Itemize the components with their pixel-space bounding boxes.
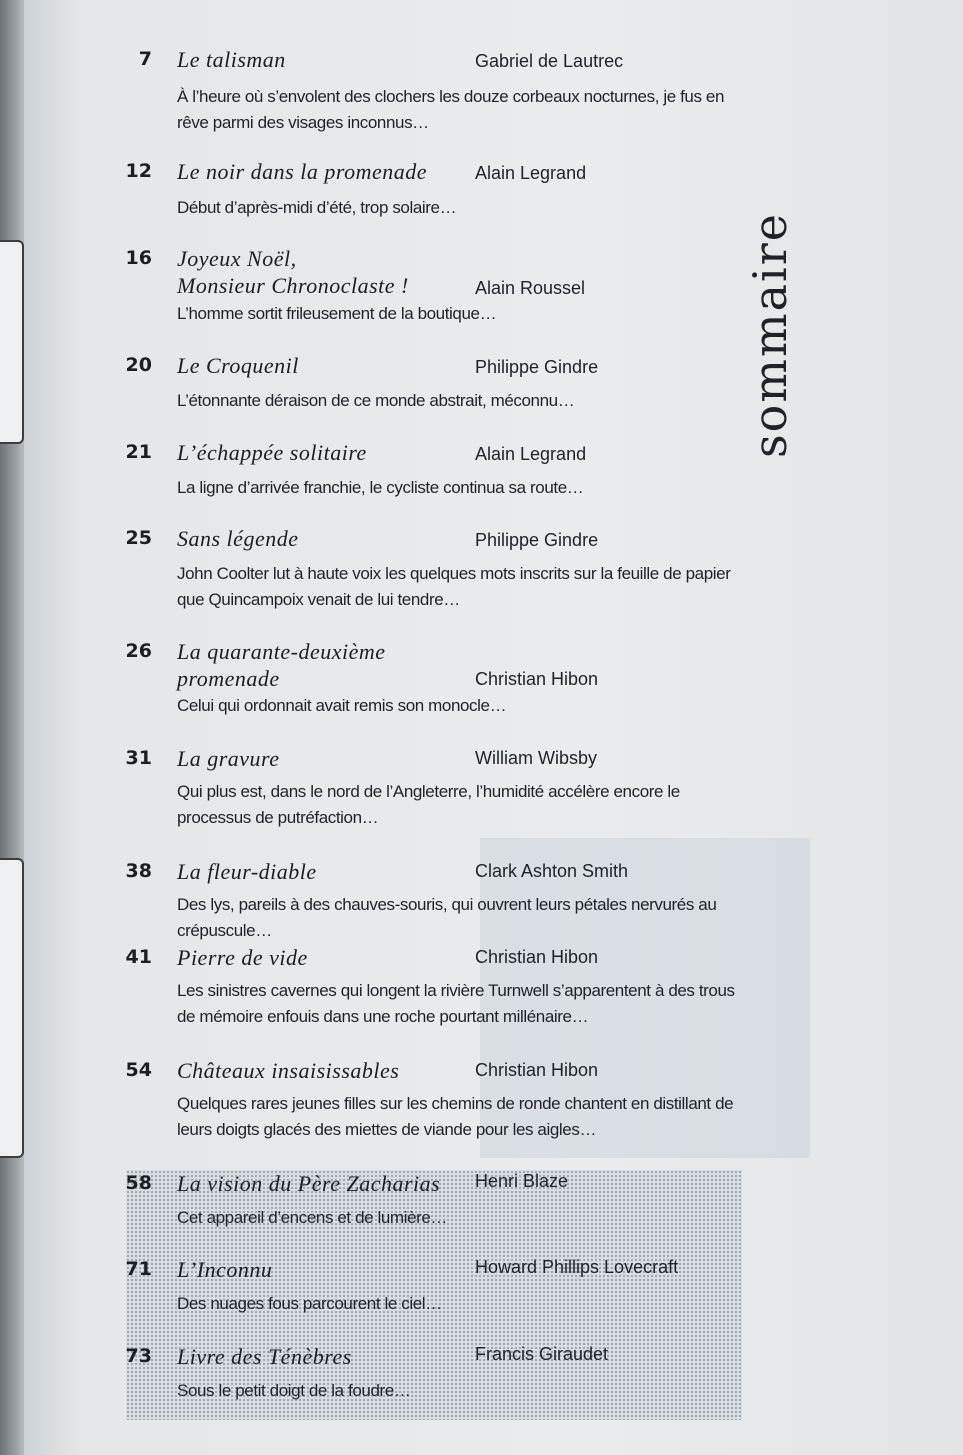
story-title-line: L’échappée solitaire (177, 440, 367, 465)
story-title (177, 1170, 477, 1197)
story-title (177, 158, 477, 185)
author: Francis Giraudet (475, 1344, 609, 1364)
excerpt: À l’heure où s’envolent des clochers les douze corbeaux nocturnes, je fus en rêve parmi des visages inconnus… (177, 87, 725, 132)
story-title-line: Le Croquenil (177, 353, 299, 378)
story-title (177, 1343, 477, 1370)
page-number: 31 (125, 747, 152, 769)
page-number: 38 (125, 860, 152, 882)
page-number: 41 (125, 946, 152, 968)
story-title (177, 525, 477, 552)
page-number: 71 (125, 1258, 152, 1280)
excerpt: Sous le petit doigt de la foudre… (177, 1381, 411, 1400)
page-number: 21 (125, 441, 152, 463)
page-number: 20 (125, 354, 152, 376)
story-title-line: Le noir dans la promenade (177, 159, 428, 184)
author: Christian Hibon (475, 947, 599, 967)
excerpt: La ligne d’arrivée franchie, le cycliste continua sa route… (177, 478, 584, 497)
story-title-line: La vision du Père Zacharias (177, 1171, 441, 1196)
story-title (177, 1057, 477, 1084)
excerpt: L’étonnante déraison de ce monde abstrait, méconnu… (177, 391, 575, 410)
story-title (177, 245, 477, 299)
author: Alain Roussel (475, 278, 586, 298)
author: Philippe Gindre (475, 530, 599, 550)
excerpt: L’homme sortit frileusement de la boutique… (177, 304, 497, 323)
story-title-line: La gravure (177, 746, 280, 771)
excerpt: Des nuages fous parcourent le ciel… (177, 1294, 442, 1313)
vertical-title: sommaire (743, 212, 797, 458)
page-number: 73 (125, 1345, 152, 1367)
page-number: 12 (125, 160, 152, 182)
excerpt: Celui qui ordonnait avait remis son monocle… (177, 696, 507, 715)
excerpt: Des lys, pareils à des chauves-souris, qui ouvrent leurs pétales nervurés au crépuscule… (177, 895, 717, 940)
author: Philippe Gindre (475, 357, 599, 377)
story-title (177, 745, 477, 772)
story-title (177, 944, 477, 971)
excerpt: Début d’après-midi d’été, trop solaire… (177, 198, 457, 217)
page-number: 7 (138, 48, 152, 70)
excerpt: Quelques rares jeunes filles sur les chemins de ronde chantent en distillant de leurs doigts glacés des miettes de viande pour les aigles… (177, 1094, 734, 1139)
page-number: 26 (125, 640, 152, 662)
story-title-line: Châteaux insaisissables (177, 1058, 400, 1083)
author: Christian Hibon (475, 1060, 599, 1080)
page-number: 54 (125, 1059, 152, 1081)
author: Christian Hibon (475, 669, 599, 689)
story-title-line: L’Inconnu (177, 1257, 273, 1282)
story-title-line: Le talisman (177, 47, 286, 72)
author: Howard Phillips Lovecraft (475, 1257, 679, 1277)
story-title-line: Sans légende (177, 526, 299, 551)
story-title (177, 46, 477, 73)
author: William Wibsby (475, 748, 598, 768)
story-title-line: promenade (177, 666, 280, 691)
excerpt: Cet appareil d’encens et de lumière… (177, 1208, 448, 1227)
story-title (177, 352, 477, 379)
page-number: 58 (125, 1172, 152, 1194)
page-number: 25 (125, 527, 152, 549)
story-title (177, 439, 477, 466)
story-title-line: Livre des Ténèbres (177, 1344, 352, 1369)
page-number: 16 (125, 247, 152, 269)
story-title-line: Monsieur Chronoclaste ! (177, 273, 409, 298)
story-title (177, 1256, 477, 1283)
author: Alain Legrand (475, 444, 587, 464)
excerpt: John Coolter lut à haute voix les quelques mots inscrits sur la feuille de papier que Quincampoix venait de lui tendre… (177, 564, 731, 609)
story-title-line: La fleur-diable (177, 859, 317, 884)
author: Henri Blaze (475, 1171, 569, 1191)
story-title (177, 638, 477, 692)
story-title-line: La quarante-deuxième (177, 639, 386, 664)
story-title-line: Joyeux Noël, (177, 246, 297, 271)
story-title-line: Pierre de vide (177, 945, 308, 970)
excerpt: Qui plus est, dans le nord de l’Angleterre, l’humidité accélère encore le processus de putréfaction… (177, 782, 680, 827)
author: Gabriel de Lautrec (475, 51, 624, 71)
author: Clark Ashton Smith (475, 861, 629, 881)
story-title (177, 858, 477, 885)
author: Alain Legrand (475, 163, 587, 183)
excerpt: Les sinistres cavernes qui longent la rivière Turnwell s’apparentent à des trous de mémoire enfouis dans une roche pourtant millénaire… (177, 981, 735, 1026)
